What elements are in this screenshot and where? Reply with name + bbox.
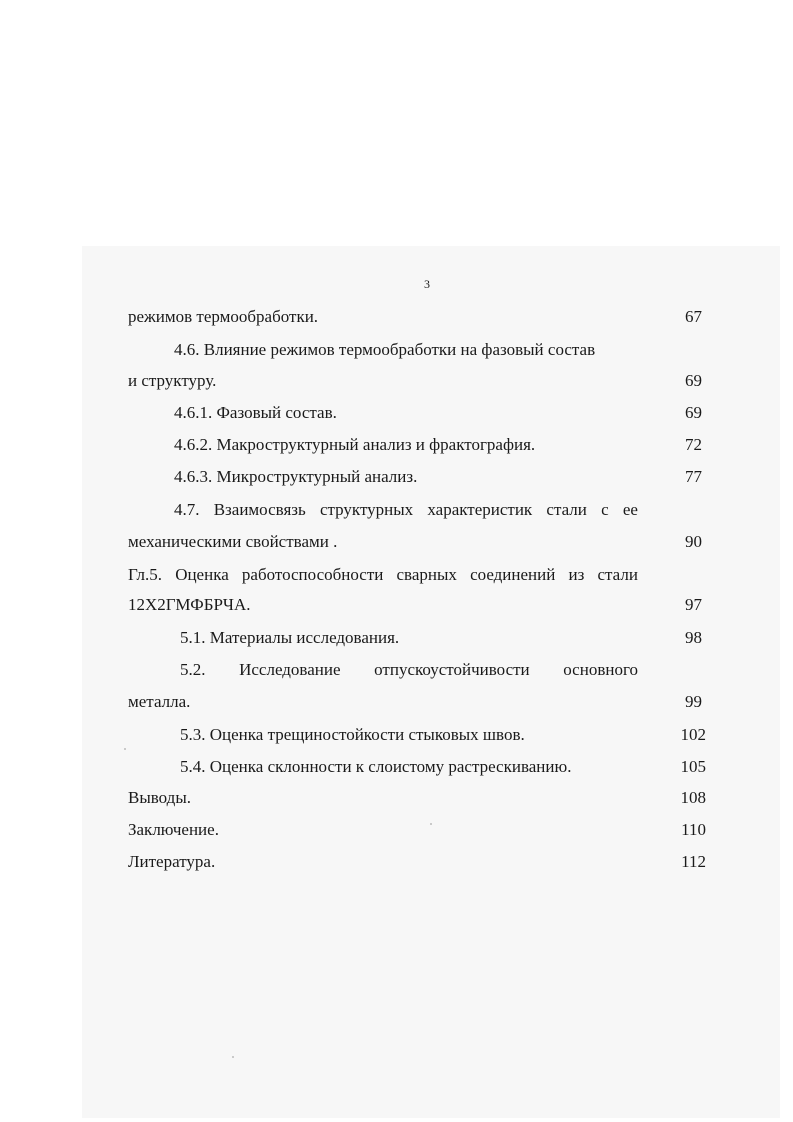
toc-word: стали [546, 500, 587, 519]
toc-entry-page: 69 [685, 371, 702, 390]
toc-entry-title: 5.1. Материалы исследования. [180, 628, 400, 647]
toc-word: Гл.5. [128, 565, 163, 584]
toc-word: из [568, 565, 585, 584]
toc-entry-title: режимов термообработки. [128, 307, 319, 326]
toc-entry-page: 108 [680, 788, 706, 807]
toc-entry-page: 105 [680, 757, 706, 776]
toc-entry-page: 112 [681, 852, 706, 871]
toc-entry-page: 97 [685, 595, 702, 614]
toc-entry-page: 69 [685, 403, 702, 422]
toc-entry-page: 99 [685, 692, 702, 711]
toc-word: Оценка [175, 565, 229, 584]
toc-word: с [601, 500, 609, 519]
scan-speck [430, 823, 432, 825]
toc-word: соединений [470, 565, 556, 584]
toc-entry-title: 5.4. Оценка склонности к слоистому растрескиванию. [180, 757, 572, 776]
toc-word: Исследование [239, 660, 341, 679]
toc-entry-page: 90 [685, 532, 702, 551]
toc-word: 4.7. [174, 500, 200, 519]
toc-entry-title: 4.6.3. Микроструктурный анализ. [174, 467, 418, 486]
toc-entry-title: Литература. [128, 852, 216, 871]
toc-entry-title: Заключение. [128, 820, 219, 839]
toc-word: характеристик [427, 500, 533, 519]
toc-chapter-title-justified [128, 565, 638, 585]
toc-word: работоспособности [241, 565, 384, 584]
toc-entry-page: 98 [685, 628, 702, 647]
toc-word: структурных [319, 500, 414, 519]
toc-word: отпускоустойчивости [374, 660, 530, 679]
toc-entry-page: 67 [685, 307, 702, 326]
toc-entry-page: 102 [680, 725, 706, 744]
toc-word: стали [597, 565, 638, 584]
toc-entry-title-continuation: и структуру. [128, 371, 217, 390]
toc-entry-title-continuation: металла. [128, 692, 191, 711]
toc-entry-title-continuation: механическими свойствами . [128, 532, 338, 551]
toc-entry-page: 72 [685, 435, 702, 454]
toc-entry-title: 4.6.2. Макроструктурный анализ и фрактография. [174, 435, 536, 454]
toc-entry-page: 77 [685, 467, 702, 486]
toc-word: 5.2. [180, 660, 206, 679]
toc-word: основного [563, 660, 638, 679]
toc-entry-title-justified [174, 500, 638, 520]
toc-entry-title: 5.3. Оценка трещиностойкости стыковых швов. [180, 725, 525, 744]
page-number: 3 [424, 277, 430, 291]
toc-entry-title: 4.6. Влияние режимов термообработки на фазовый состав [174, 340, 596, 359]
scan-speck [124, 748, 126, 750]
toc-word: Взаимосвязь [213, 500, 306, 519]
toc-word: сварных [396, 565, 457, 584]
toc-entry-title-justified [180, 660, 638, 680]
toc-entry-page: 110 [681, 820, 706, 839]
toc-word: ее [622, 500, 638, 519]
scan-speck [232, 1056, 234, 1058]
toc-entry-title-continuation: 12Х2ГМФБРЧА. [128, 595, 251, 614]
toc-entry-title: 4.6.1. Фазовый состав. [174, 403, 337, 422]
toc-entry-title: Выводы. [128, 788, 192, 807]
